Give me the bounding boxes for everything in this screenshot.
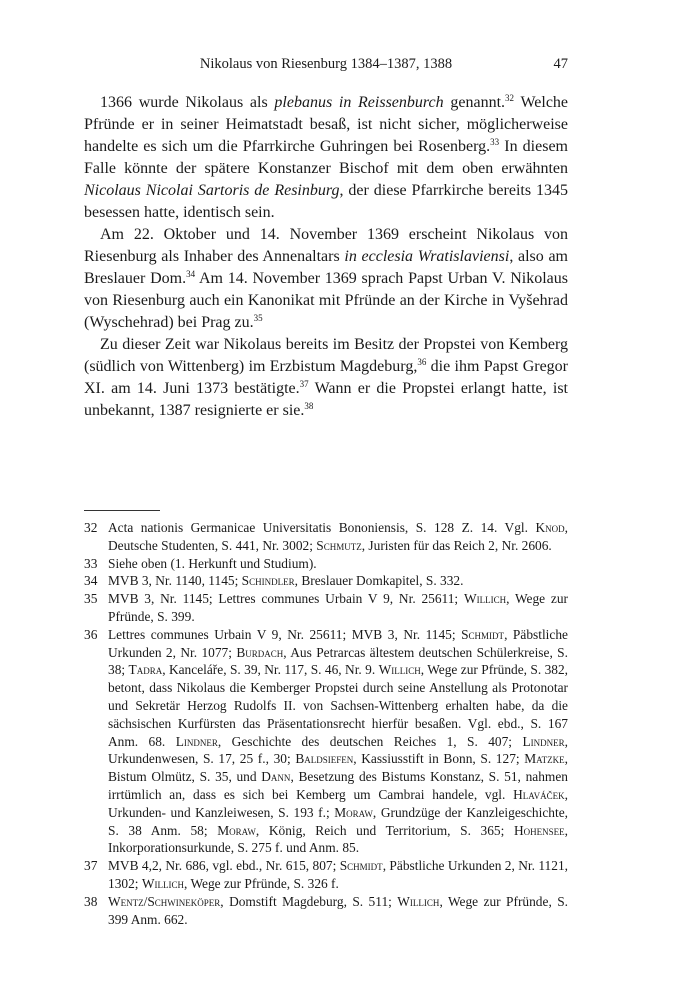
footnote-text	[108, 572, 568, 590]
footnote-35	[84, 590, 568, 626]
text-run: 1366 wurde Nikolaus als	[100, 94, 275, 111]
text-run: , Päbstliche Urkunden 2, Nr. 1121, 1302;	[108, 858, 568, 891]
author-name: Baldsiefen	[295, 751, 354, 767]
text-run: Siehe oben (1. Herkunft und Studium).	[108, 555, 317, 571]
text-run: Acta nationis Germanicae Universitatis Bononiensis, S. 128 Z. 14. Vgl.	[108, 520, 536, 535]
footnote-number: 38	[84, 893, 98, 909]
footnote-ref[interactable]: 32	[505, 93, 515, 103]
text-run: , Kassiusstift in Bonn, S. 127;	[353, 751, 525, 767]
author-name: Willich	[141, 875, 184, 891]
text-run: Welche Pfründe er in seiner Heimatstadt besaß, ist nicht sicher, möglicherweise handelte es sich um die Pfarrkirche Guhringen bei Rosenberg.	[84, 94, 569, 155]
author-name: Schmidt	[461, 626, 505, 642]
footnote-ref[interactable]: 36	[417, 357, 427, 367]
text-run: , Aus Petrarcas ältestem deutschen Schülerkreise, S. 38;	[108, 644, 568, 678]
author-name: Willich	[463, 591, 507, 607]
paragraph-2	[84, 224, 568, 334]
text-run: , der diese Pfarrkirche bereits 1345 besessen hatte, identisch sein.	[84, 182, 568, 221]
author-name: Lindner	[175, 733, 218, 749]
running-title: Nikolaus von Riesenburg 1384–1387, 1388	[199, 56, 453, 72]
author-name: Moraw	[334, 804, 373, 820]
author-name: Schindler	[241, 573, 295, 589]
text-run: , Wege zur Pfründe, S. 399 Anm. 662.	[108, 893, 569, 927]
text-run: , Inkorporationsurkunde, S. 275 f. und Anm. 85.	[108, 822, 568, 856]
main-text	[84, 92, 568, 422]
author-name: Moraw	[217, 822, 256, 838]
text-run: , Wege zur Pfründe, S. 382, betont, dass Nikolaus die Kemberger Propstei durch seine Anstellung als Protonotar und Sekretär Herzog Rudolfs II. von Sachsen-Wittenberg erhalten habe, da die sächsischen Kurfürsten das Präsentationsrecht hierfür besaßen. Vgl. ebd., S. 167 Anm. 68.	[108, 662, 569, 749]
text-run: , Kanceláře, S. 39, Nr. 117, S. 46, Nr. 9.	[162, 662, 379, 678]
text-run: Am 14. November 1369 sprach Papst Urban V. Nikolaus von Riesenburg auch ein Kanonikat mit Pfründe an der Kirche in Vyšehrad (Wyschehrad) bei Prag zu.	[84, 270, 568, 331]
text-run: , Breslauer Domkapitel, S. 332.	[294, 573, 464, 589]
author-name: Dann	[261, 769, 291, 785]
text-run: , also am Breslauer Dom.	[84, 248, 569, 287]
author-name: Schmidt	[339, 858, 383, 874]
latin-phrase: in ecclesia Wratislaviensi	[344, 248, 510, 265]
footnote-ref[interactable]: 33	[490, 137, 500, 147]
footnote-divider	[84, 510, 160, 511]
author-name: Hohensee	[513, 822, 565, 838]
text-run: Am 22. Oktober und 14. November 1369 erscheint Nikolaus von Riesenburg als Inhaber des Annenaltars	[84, 226, 568, 265]
footnote-34	[84, 572, 568, 590]
text-run: Wann er die Propstei erlangt hatte, ist unbekannt, 1387 resignierte er sie.	[84, 380, 568, 419]
author-name: Schmutz	[316, 537, 362, 553]
text-run: , Urkunden- und Kanzleiwesen, S. 193 f.;	[108, 786, 568, 820]
footnote-number: 32	[84, 520, 98, 535]
footnote-number: 33	[84, 555, 98, 571]
text-run: Zu dieser Zeit war Nikolaus bereits im Besitz der Propstei von Kemberg (südlich von Wittenberg) im Erzbistum Magdeburg,	[84, 336, 568, 375]
footnote-ref[interactable]: 38	[304, 401, 314, 411]
text-run: In diesem Falle könnte der spätere Konstanzer Bischof mit dem oben erwähnten	[84, 138, 568, 177]
paragraph-1	[84, 92, 568, 224]
text-run: genannt.	[443, 94, 506, 111]
footnote-33	[84, 555, 568, 573]
text-run: MVB 4,2, Nr. 686, vgl. ebd., Nr. 615, 807;	[108, 858, 340, 874]
text-run: , Bistum Olmütz, S. 35, und	[108, 751, 568, 785]
page-number: 47	[553, 56, 568, 72]
footnote-number: 36	[84, 626, 98, 642]
footnote-number: 35	[84, 591, 98, 607]
text-run: , Geschichte des deutschen Reiches 1, S. 407;	[217, 733, 523, 749]
footnote-ref[interactable]: 37	[299, 379, 309, 389]
running-head	[84, 56, 568, 78]
footnote-ref[interactable]: 35	[253, 313, 263, 323]
footnote-36	[84, 626, 568, 857]
paragraph-3	[84, 334, 568, 422]
author-name: Willich	[397, 893, 440, 909]
text-run: die ihm Papst Gregor XI. am 14. Juni 1373 bestätigte.	[84, 358, 569, 397]
footnote-38	[84, 893, 568, 929]
author-name: Lindner	[522, 733, 565, 749]
footnote-text	[108, 590, 568, 626]
footnote-ref[interactable]: 34	[186, 269, 196, 279]
footnote-32	[84, 519, 568, 555]
book-page	[84, 56, 568, 928]
author-name: Tadra	[128, 662, 163, 678]
text-run: Lettres communes Urbain V 9, Nr. 25611; MVB 3, Nr. 1145;	[108, 626, 462, 642]
latin-name: Nicolaus Nicolai Sartoris de Resinburg	[84, 182, 340, 199]
latin-phrase: plebanus in Reissenburch	[274, 94, 444, 111]
footnote-number: 34	[84, 573, 98, 589]
text-run: , Wege zur Pfründe, S. 326 f.	[184, 875, 339, 891]
footnotes	[84, 519, 568, 928]
text-run: , Päbstliche Urkunden 2, Nr. 1077;	[108, 626, 568, 660]
author-name: Willich	[378, 662, 421, 678]
text-run: , Urkundenwesen, S. 17, 25 f., 30;	[108, 733, 568, 767]
footnote-37	[84, 857, 568, 893]
text-run: , König, Reich und Territorium, S. 365;	[255, 822, 514, 838]
text-run: , Domstift Magdeburg, S. 511;	[220, 893, 398, 909]
author-name: Wentz/Schwineköper	[108, 893, 221, 909]
author-name: Matzke	[524, 751, 565, 767]
text-run: , Juristen für das Reich 2, Nr. 2606.	[361, 537, 552, 553]
footnote-text	[108, 626, 568, 857]
text-run: MVB 3, Nr. 1140, 1145;	[108, 573, 242, 589]
footnote-number: 37	[84, 858, 98, 874]
footnote-text	[108, 555, 568, 573]
footnote-text	[108, 893, 568, 929]
footnote-text	[108, 857, 568, 893]
text-run: , Besetzung des Bistums Konstanz, S. 51, nahmen irrtümlich an, dass es sich bei Kemberg um Cambrai handele, vgl.	[108, 769, 568, 802]
text-run: , Deutsche Studenten, S. 441, Nr. 3002;	[108, 520, 568, 553]
author-name: Hlaváček	[513, 786, 565, 802]
text-run: , Wege zur Pfründe, S. 399.	[108, 591, 568, 624]
author-name: Burdach	[236, 644, 284, 660]
footnote-text	[108, 519, 568, 555]
text-run: MVB 3, Nr. 1145; Lettres communes Urbain V 9, Nr. 25611;	[108, 591, 464, 607]
text-run: , Grundzüge der Kanzleigeschichte, S. 38 Anm. 58;	[108, 804, 568, 838]
author-name: Knod	[535, 520, 565, 535]
